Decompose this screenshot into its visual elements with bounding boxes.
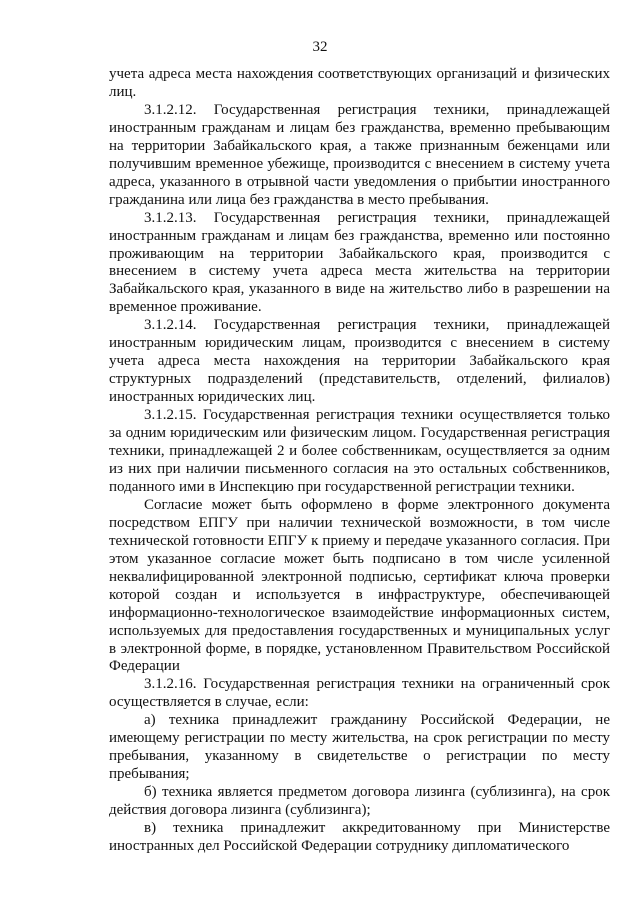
paragraph-3-1-2-12: 3.1.2.12. Государственная регистрация техники, принадлежащей иностранным гражданам и лицам без гражданства, временно пребывающим на территории Забайкальского края, а также признанным беженцами или получившим временное убежище, производится с внесением в систему учета адреса, указанного в отрывной части уведомления о прибытии иностранного гражданина или лица без гражданства в место пребывания.: [109, 101, 610, 208]
paragraph-3-1-2-13: 3.1.2.13. Государственная регистрация техники, принадлежащей иностранным гражданам и лицам без гражданства, временно или постоянно проживающим на территории Забайкальского края, производится с внесением в систему учета адреса места жительства на территории Забайкальского края, указанного в виде на жительство либо в разрешении на временное проживание.: [109, 209, 610, 316]
list-item-b: б) техника является предметом договора лизинга (сублизинга), на срок действия договора лизинга (сублизинга);: [109, 784, 610, 819]
paragraph-consent: Согласие может быть оформлено в форме электронного документа посредством ЕПГУ при наличии технической возможности, в том числе технической готовности ЕПГУ к приему и передаче указанного согласия. При этом указанное согласие может быть подписано в том числе усиленной неквалифицированной электронной подписью, сертификат ключа проверки которой создан и используется в инфраструктуре, обеспечивающей информационно-технологическое взаимодействие информационных систем, используемых для предоставления государственных и муниципальных услуг в электронной форме, в порядке, установленном Правительством Российской Федерации: [109, 496, 610, 675]
list-item-v: в) техника принадлежит аккредитованному при Министерстве иностранных дел Российской Федерации сотруднику дипломатического: [109, 820, 610, 854]
paragraph-3-1-2-14: 3.1.2.14. Государственная регистрация техники, принадлежащей иностранным юридическим лицам, производится с внесением в систему учета адреса места нахождения на территории Забайкальского края структурных подразделений (представительств, отделений, филиалов) иностранных юридических лиц.: [109, 317, 610, 406]
document-body: [109, 66, 610, 856]
paragraph-continuation: учета адреса места нахождения соответствующих организаций и физических лиц.: [109, 66, 610, 100]
page-number: 32: [312, 39, 328, 55]
paragraph-3-1-2-15: 3.1.2.15. Государственная регистрация техники осуществляется только за одним юридическим или физическим лицом. Государственная регистрация техники, принадлежащей 2 и более собственникам, осуществляется за одним из них при наличии письменного согласия на это остальных собственников, поданного ими в Инспекцию при государственной регистрации техники.: [109, 407, 610, 495]
list-item-a: а) техника принадлежит гражданину Российской Федерации, не имеющему регистрации по месту жительства, на срок регистрации по месту пребывания, указанному в свидетельстве о регистрации по месту пребывания;: [109, 712, 610, 783]
paragraph-3-1-2-16: 3.1.2.16. Государственная регистрация техники на ограниченный срок осуществляется в случае, если:: [109, 676, 610, 711]
